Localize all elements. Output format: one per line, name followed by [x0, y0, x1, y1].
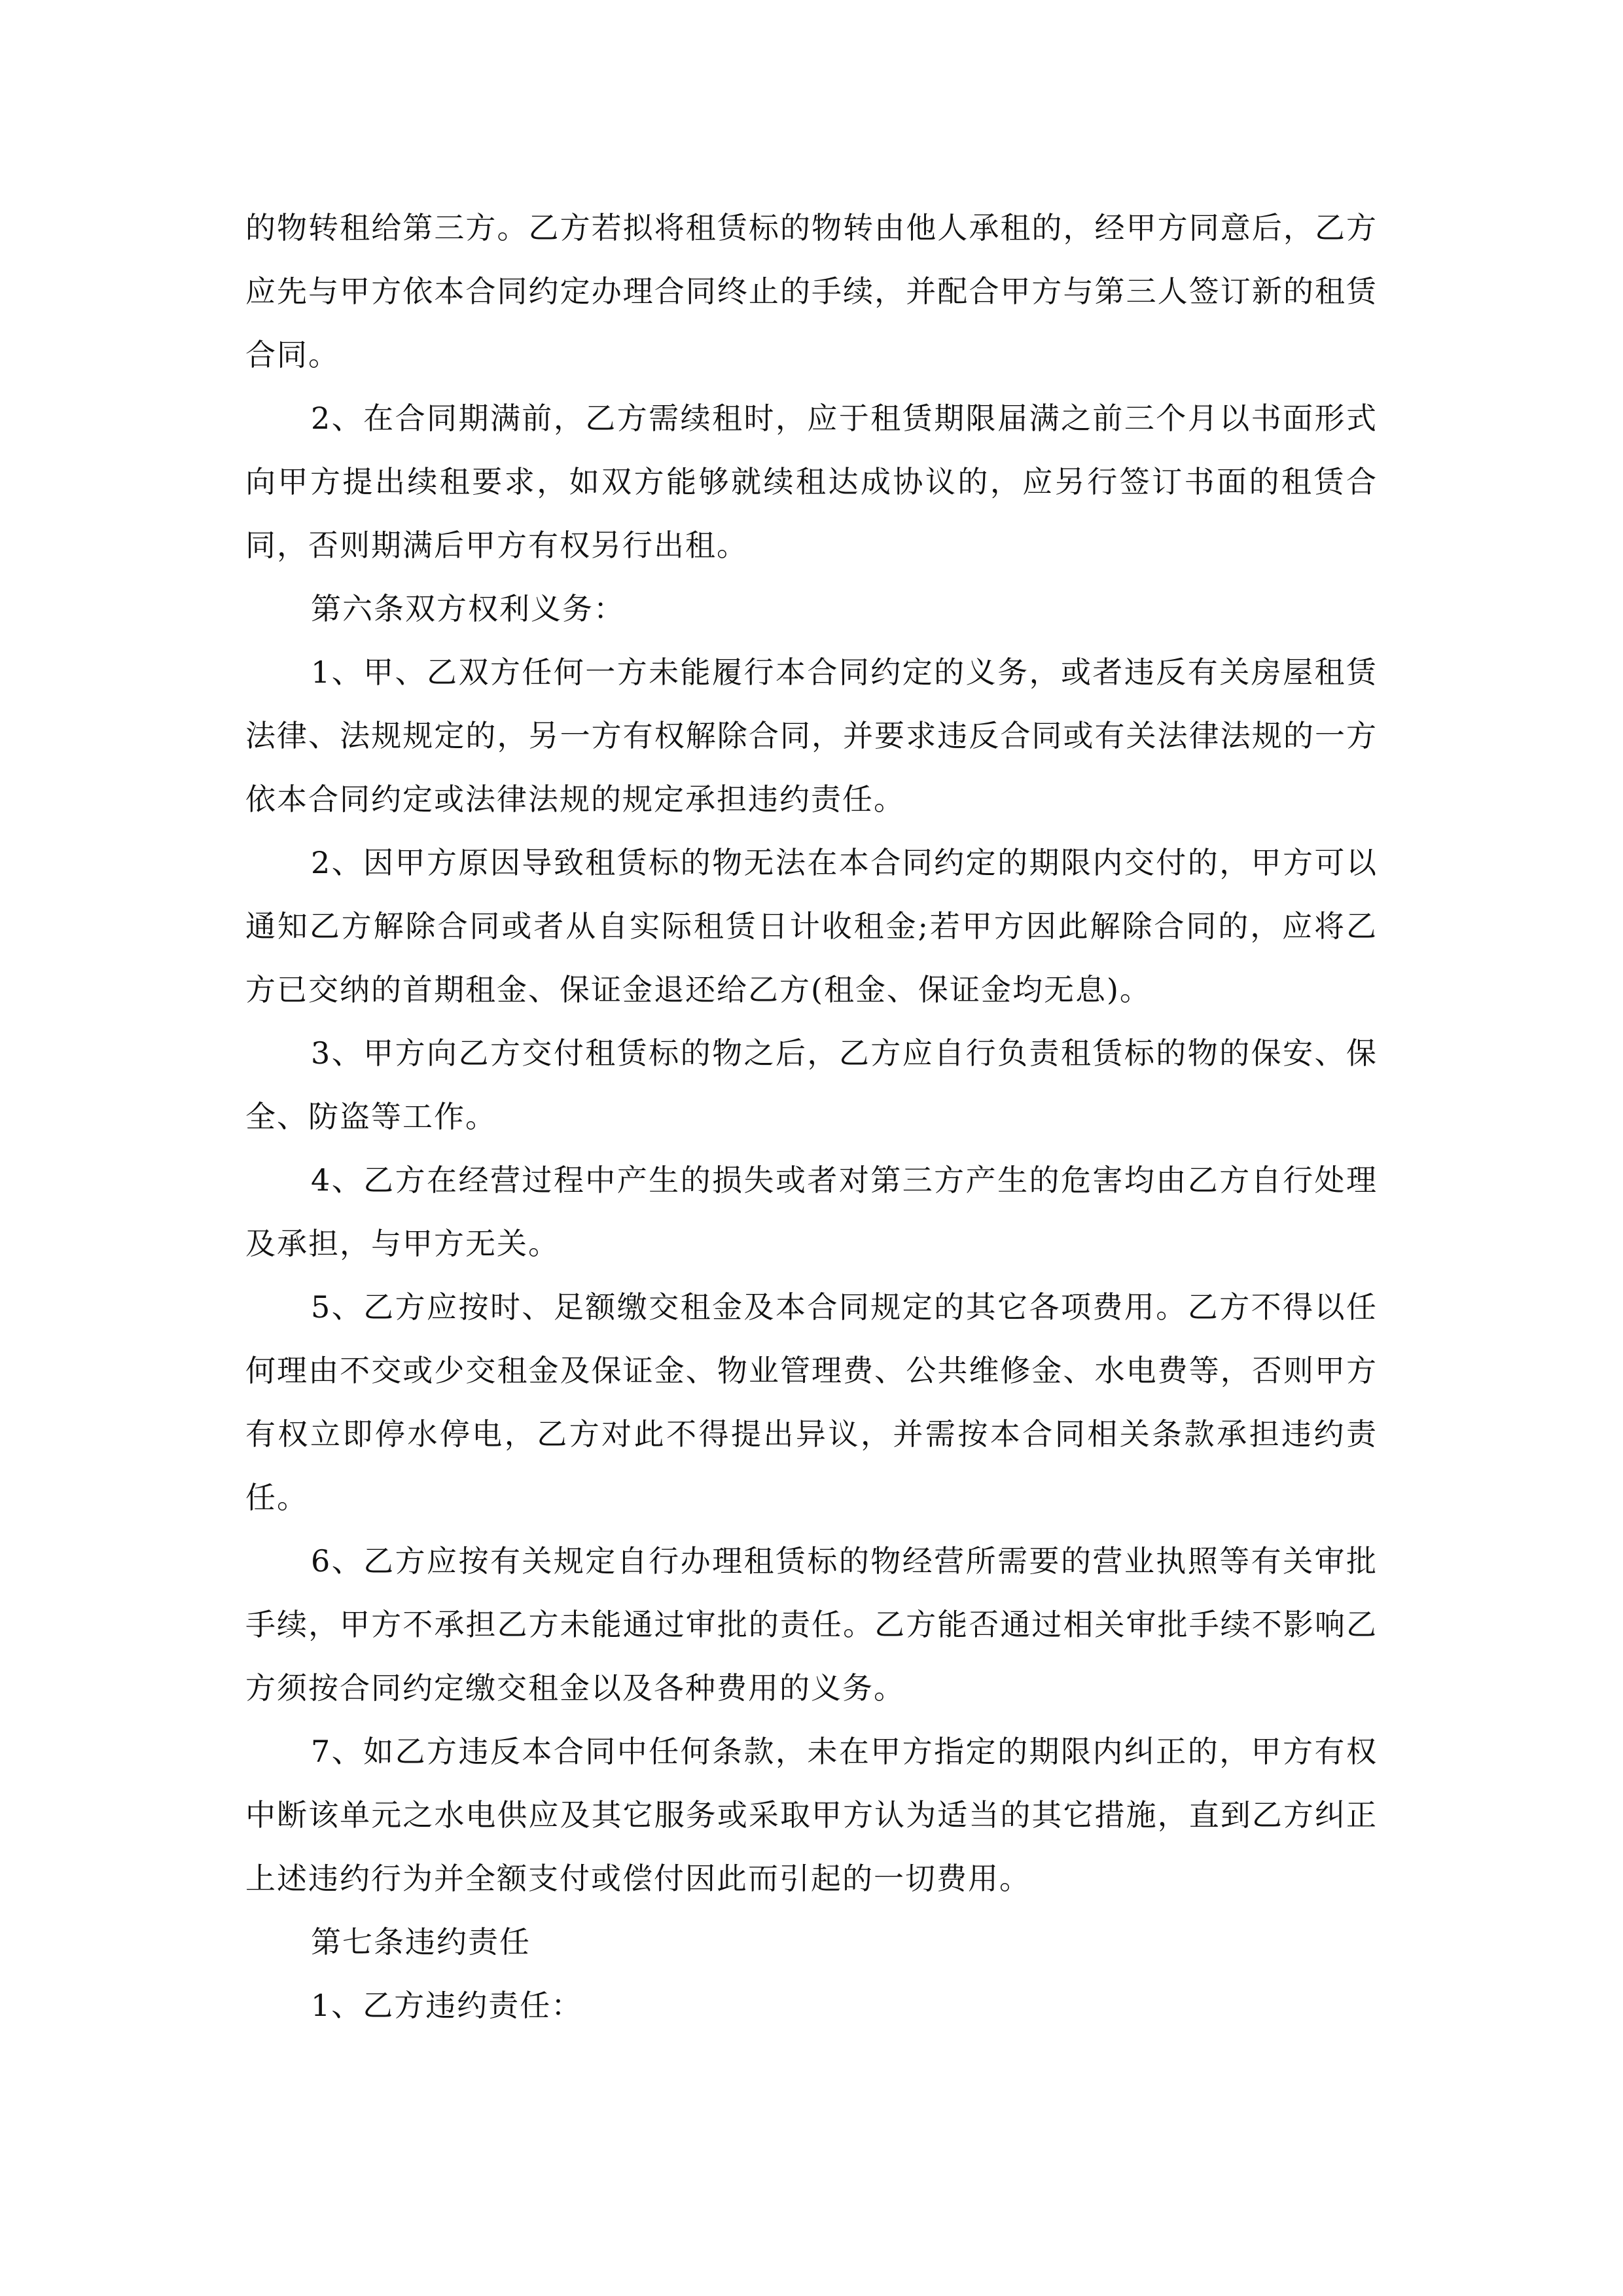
document-body — [245, 196, 1378, 2037]
paragraph-clause-5-2: 2、在合同期满前，乙方需续租时，应于租赁期限届满之前三个月以书面形式向甲方提出续租要求，如双方能够就续租达成协议的，应另行签订书面的租赁合同，否则期满后甲方有权另行出租。 — [245, 401, 1378, 563]
paragraph-clause-6-2: 2、因甲方原因导致租赁标的物无法在本合同约定的期限内交付的，甲方可以通知乙方解除合同或者从自实际租赁日计收租金;若甲方因此解除合同的，应将乙方已交纳的首期租金、保证金退还给乙方(租金、保证金均无息)。 — [245, 845, 1378, 1007]
paragraph-clause-6-1: 1、甲、乙双方任何一方未能履行本合同约定的义务，或者违反有关房屋租赁法律、法规规定的，另一方有权解除合同，并要求违反合同或有关法律法规的一方依本合同约定或法律法规的规定承担违约责任。 — [245, 655, 1378, 817]
paragraph-clause-6-5: 5、乙方应按时、足额缴交租金及本合同规定的其它各项费用。乙方不得以任何理由不交或少交租金及保证金、物业管理费、公共维修金、水电费等，否则甲方有权立即停水停电，乙方对此不得提出异议，并需按本合同相关条款承担违约责任。 — [245, 1289, 1378, 1515]
paragraph-clause-6-3: 3、甲方向乙方交付租赁标的物之后，乙方应自行负责租赁标的物的保安、保全、防盗等工作。 — [245, 1035, 1378, 1134]
paragraph-continuation: 的物转租给第三方。乙方若拟将租赁标的物转由他人承租的，经甲方同意后，乙方应先与甲方依本合同约定办理合同终止的手续，并配合甲方与第三人签订新的租赁合同。 — [245, 210, 1378, 372]
section-heading-article-6: 第六条双方权利义务： — [311, 591, 625, 626]
paragraph-clause-7-1: 1、乙方违约责任： — [311, 1988, 583, 2023]
paragraph-clause-6-6: 6、乙方应按有关规定自行办理租赁标的物经营所需要的营业执照等有关审批手续，甲方不承担乙方未能通过审批的责任。乙方能否通过相关审批手续不影响乙方须按合同约定缴交租金以及各种费用的义务。 — [245, 1543, 1378, 1706]
paragraph-clause-6-4: 4、乙方在经营过程中产生的损失或者对第三方产生的危害均由乙方自行处理及承担，与甲方无关。 — [245, 1162, 1378, 1261]
paragraph-clause-6-7: 7、如乙方违反本合同中任何条款，未在甲方指定的期限内纠正的，甲方有权中断该单元之水电供应及其它服务或采取甲方认为适当的其它措施，直到乙方纠正上述违约行为并全额支付或偿付因此而引起的一切费用。 — [245, 1734, 1378, 1896]
section-heading-article-7: 第七条违约责任 — [311, 1924, 531, 1960]
